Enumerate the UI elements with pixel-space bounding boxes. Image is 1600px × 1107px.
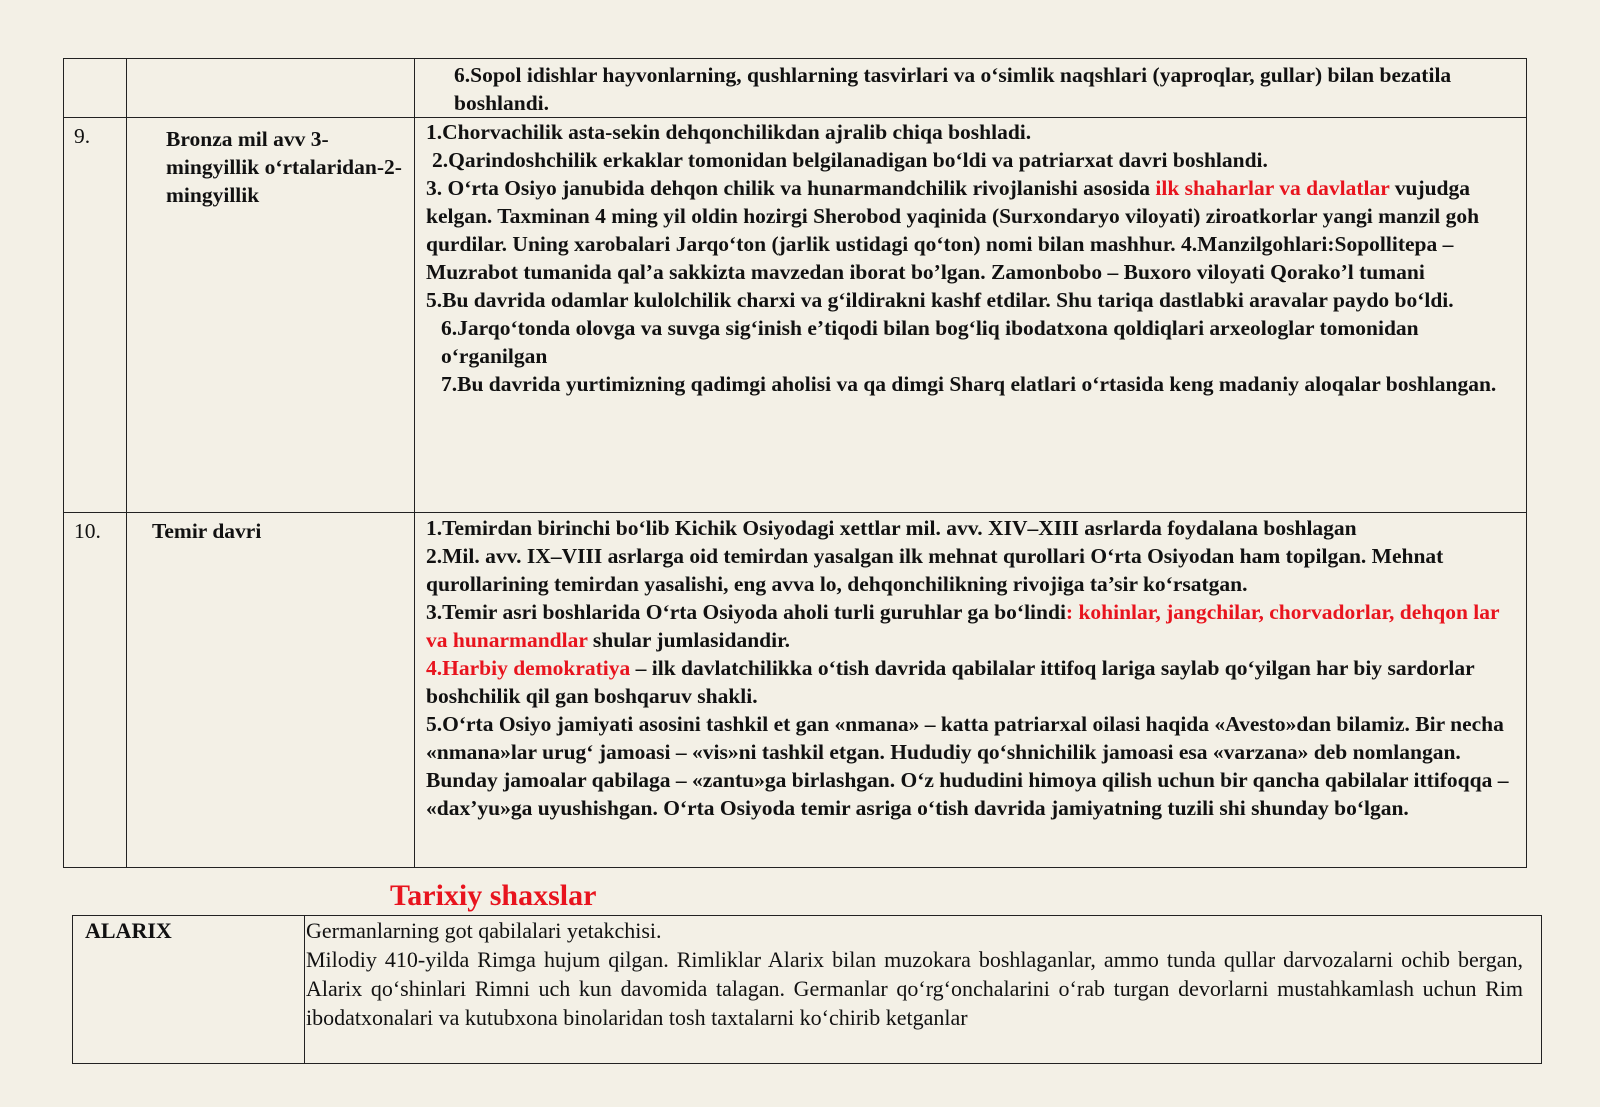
person-description — [305, 916, 1542, 1064]
highlighted-term: 4.Harbiy demokratiya — [426, 656, 631, 680]
persons-table — [72, 915, 1542, 1064]
row-number: 9. — [64, 118, 127, 513]
description-item: 2.Qarindoshchilik erkaklar tomonidan belgilanadigan bo‘ldi va patriarxat davri boshlandi. — [432, 148, 1268, 172]
description-cell — [415, 118, 1527, 513]
description-item: 6.Sopol idishlar hayvonlarning, qushlarning tasvirlari va o‘simlik naqshlari (yaproqlar, gullar) bilan bezatila boshlandi. — [454, 63, 1452, 115]
era-cell: Temir davri — [127, 513, 415, 868]
table-row — [64, 118, 1527, 513]
person-line: Germanlarning got qabilalari yetakchisi. — [306, 918, 662, 943]
row-number — [64, 59, 127, 118]
description-item: 5.O‘rta Osiyo jamiyati asosini tashkil et gan «nmana» – katta patriarxal oilasi haqida «Avesto»dan bilamiz. Bir necha «nmana»lar urug‘ jamoasi – «vis»ni tashkil etgan. Hududiy qo‘shnichilik jamoasi esa «varzana» deb nomlangan. Bunday jamoalar qabilaga – «zantu»ga birlashgan. O‘z hududini himoya qilish uchun bir qancha qabilalar ittifoqqa – «dax’yu»ga uyushishgan. O‘rta Osiyoda temir asriga o‘tish davrida jamiyatning tuzili shi shunday bo‘lgan. — [426, 712, 1509, 820]
person-name: ALARIX — [73, 916, 305, 1064]
description-item: 4.Harbiy demokratiya – ilk davlatchilikka o‘tish davrida qabilalar ittifoq lariga saylab qo‘yilgan har biy sardorlar boshchilik qil gan boshqaruv shakli. — [426, 656, 1475, 708]
description-item: 1.Temirdan birinchi bo‘lib Kichik Osiyodagi xettlar mil. avv. XIV–XIII asrlarda foydalana boshlagan — [426, 516, 1357, 540]
description-item: 3. O‘rta Osiyo janubida dehqon chilik va hunarmandchilik rivojlanishi asosida ilk shaharlar va davlatlar vujudga kelgan. Taxminan 4 ming yil oldin hozirgi Sherobod yaqinida (Surxondaryo viloyati) ziroatkorlar yangi manzil goh qurdilar. Uning xarobalari Jarqo‘ton (jarlik ustidagi qo‘ton) nomi bilan mashhur. 4.Manzilgohlari:Sopollitepa –Muzrabot tumanida qal’a sakkizta mavzedan iborat bo’lgan. Zamonbobo – Buxoro viloyati Qorako’l tumani — [426, 176, 1480, 284]
table-row — [64, 513, 1527, 868]
person-line: Milodiy 410-yilda Rimga hujum qilgan. Rimliklar Alarix bilan muzokara boshlaganlar, ammo tunda qullar darvozalarni ochib bergan, Alarix qo‘shinlari Rimni uch kun davomida talagan. Germanlar qo‘rg‘onchalarini o‘rab turgan devorlarni mustahkamlash uchun Rim ibodatxonalari va kutubxona binolaridan tosh taxtalarni ko‘chirib ketganlar — [306, 947, 1523, 1030]
era-cell — [127, 59, 415, 118]
description-item: 6.Jarqo‘tonda olovga va suvga sig‘inish e’tiqodi bilan bog‘liq ibodatxona qoldiqlari arxeologlar tomonidan o‘rganilgan — [441, 316, 1419, 368]
description-item: 5.Bu davrida odamlar kulolchilik charxi va g‘ildirakni kashf etdilar. Shu tariqa dastlabki aravalar paydo bo‘ldi. — [426, 288, 1454, 312]
history-table — [63, 58, 1527, 868]
description-item: 7.Bu davrida yurtimizning qadimgi aholisi va qa dimgi Sharq elatlari o‘rtasida keng madaniy aloqalar boshlangan. — [441, 372, 1497, 396]
description-item: 1.Chorvachilik asta-sekin dehqonchilikdan ajralib chiqa boshladi. — [426, 120, 1032, 144]
era-cell: Bronza mil avv 3-mingyillik o‘rtalaridan-2-mingyillik — [127, 118, 415, 513]
description-item: 2.Mil. avv. IX–VIII asrlarga oid temirdan yasalgan ilk mehnat qurollari O‘rta Osiyodan ham topilgan. Mehnat qurollarining temirdan yasalishi, eng avva lo, dehqonchilikning rivojiga ta’sir ko‘rsatgan. — [426, 544, 1444, 596]
table-row — [64, 59, 1527, 118]
description-item: 3.Temir asri boshlarida O‘rta Osiyoda aholi turli guruhlar ga bo‘lindi: kohinlar, jangchilar, chorvadorlar, dehqon lar va hunarmandlar shular jumlasidandir. — [426, 600, 1500, 652]
highlighted-term: ilk shaharlar va davlatlar — [1155, 176, 1390, 200]
row-number: 10. — [64, 513, 127, 868]
description-cell — [415, 513, 1527, 868]
description-cell — [415, 59, 1527, 118]
table-row — [73, 916, 1542, 1064]
highlighted-term: : kohinlar, jangchilar, chorvadorlar, dehqon lar va hunarmandlar — [426, 600, 1500, 652]
section-title: Tarixiy shaxslar — [390, 879, 597, 912]
